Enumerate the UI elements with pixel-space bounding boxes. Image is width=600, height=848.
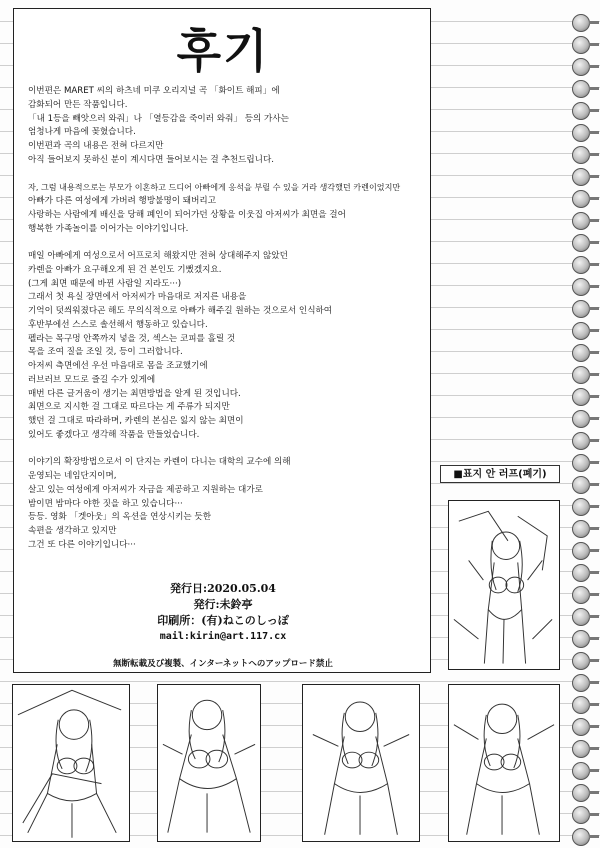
text-line: 행복한 가족놀이를 이어가는 이야기입니다. [28, 223, 189, 234]
binding-ring [572, 740, 590, 758]
binding-ring [572, 784, 590, 802]
binding-ring [572, 278, 590, 296]
binding-ring [572, 190, 590, 208]
binding-ring [572, 630, 590, 648]
text-line: 최면으로 지시한 걸 그대로 따르다는 게 주류가 되지만 [28, 402, 230, 413]
binding-ring [572, 212, 590, 230]
binding-ring [572, 674, 590, 692]
text-line: 감화되어 만든 작품입니다. [28, 99, 128, 110]
text-line: 엄청나게 마음에 꽂혔습니다. [28, 127, 136, 138]
binding-ring [572, 542, 590, 560]
figure-sketch-drawing [449, 685, 559, 841]
printer: 印刷所：(有)ねこのしっぽ [157, 614, 289, 627]
text-line: 이야기의 확장방법으로서 이 단지는 카렌이 다니는 대학의 교수에 의해 [28, 457, 291, 468]
text-line: 사랑하는 사람에게 배신을 당해 폐인이 되어가던 상황을 이웃집 아저씨가 최면을 걸어 [28, 209, 346, 220]
binding-ring [572, 520, 590, 538]
spiral-binding [560, 0, 600, 848]
afterword-panel [13, 8, 431, 673]
rough-sketch-3 [302, 684, 420, 842]
copyright-notice: 無断転載及び複製、インターネットへのアップロード禁止 [113, 659, 333, 669]
paragraph [28, 250, 424, 443]
binding-ring [572, 256, 590, 274]
binding-ring [572, 234, 590, 252]
cover-rough-label: ■표지 안 러프(폐기) [440, 465, 560, 483]
binding-ring [572, 454, 590, 472]
text-line: 아빠가 다른 여성에게 가버려 행방불명이 돼버리고 [28, 196, 216, 206]
binding-ring [572, 718, 590, 736]
binding-ring [572, 322, 590, 340]
text-line: 이번편과 곡의 내용은 전혀 다르지만 [28, 141, 164, 151]
text-line: 자, 그럼 내용적으로는 부모가 이혼하고 드디어 아빠에게 응석을 부릴 수 있을 거라 생각했던 카렌이었지만 [28, 182, 401, 193]
binding-ring [572, 586, 590, 604]
rough-sketch-2 [157, 684, 261, 842]
rough-sketch-4 [448, 684, 560, 842]
binding-ring [572, 432, 590, 450]
binding-ring [572, 168, 590, 186]
publisher: 発行:未鈴亭 [193, 598, 253, 611]
text-line: 살고 있는 여성에게 아저씨가 자금을 제공하고 지원하는 대가로 [28, 484, 263, 495]
colophon [14, 581, 432, 645]
text-line: 이번편은 MARET 씨의 하츠네 미쿠 오리지널 곡 「화이트 해피」에 [28, 86, 280, 96]
text-line: 펠라는 목구멍 안쪽까지 넣을 것, 섹스는 코피를 흘릴 것 [28, 333, 236, 344]
figure-sketch-drawing [158, 685, 260, 841]
text-line: 그건 또 다른 이야기입니다··· [28, 539, 136, 550]
contact-mail: mail:kirin@art.117.cx [159, 631, 287, 642]
text-line: (그게 최면 때문에 바뀐 사람일 지라도···) [28, 278, 182, 289]
binding-ring [572, 14, 590, 32]
text-line: 목을 조여 질을 조일 것, 등이 그러합니다. [28, 347, 183, 358]
binding-ring [572, 80, 590, 98]
text-line: 기억이 덧씌워졌다곤 해도 무의식적으로 아빠가 해주길 원하는 것으로서 인식하여 [28, 306, 333, 316]
text-line: 밤이면 밤마다 야한 짓을 하고 있습니다··· [28, 498, 183, 509]
binding-ring [572, 300, 590, 318]
binding-ring [572, 828, 590, 846]
afterword-body [28, 85, 424, 566]
text-line: 운영되는 네임단지이며, [28, 471, 117, 481]
figure-sketch-drawing [449, 501, 559, 669]
binding-ring [572, 806, 590, 824]
binding-ring [572, 410, 590, 428]
cover-rough-sketch [448, 500, 560, 670]
text-line: 후반부에선 스스로 솔선해서 행동하고 있습니다. [28, 319, 208, 330]
binding-ring [572, 146, 590, 164]
binding-ring [572, 762, 590, 780]
text-line: 러브러브 모드로 즐길 수가 있게에 [28, 374, 156, 385]
binding-ring [572, 476, 590, 494]
binding-ring [572, 498, 590, 516]
text-line: 그래서 첫 욕실 장면에서 아저씨가 마음대로 저지른 내용을 [28, 292, 247, 303]
binding-ring [572, 36, 590, 54]
binding-ring [572, 564, 590, 582]
text-line: 했던 걸 그대로 따라하며, 카렌의 본심은 잃지 않는 최면이 [28, 416, 244, 426]
figure-sketch-drawing [303, 685, 419, 841]
text-line: 매일 아빠에게 여성으로서 어프로치 해왔지만 전혀 상대해주지 않았던 [28, 251, 288, 261]
binding-ring [572, 696, 590, 714]
binding-ring [572, 652, 590, 670]
text-line: 매번 다른 글거움이 생기는 최면방법을 알게 된 것입니다. [28, 388, 241, 399]
text-line: 등등. 영화 「겟아웃」의 옥션을 연상시키는 듯한 [28, 512, 212, 523]
figure-sketch-drawing [13, 685, 129, 841]
binding-ring [572, 102, 590, 120]
text-line: 카렌을 아빠가 요구해오게 된 건 본인도 기뻤겠지요. [28, 264, 222, 275]
paragraph [28, 85, 424, 168]
paragraph [28, 181, 424, 236]
paragraph [28, 456, 424, 552]
binding-ring [572, 124, 590, 142]
issue-date: 発行日:2020.05.04 [170, 582, 276, 595]
text-line: 아직 들어보지 못하신 분이 계시다면 들어보시는 걸 추천드립니다. [28, 154, 274, 165]
text-line: 「내 1등을 빼앗으러 와줘」나 「열등감을 죽이러 와줘」 등의 가사는 [28, 113, 289, 124]
binding-ring [572, 608, 590, 626]
binding-ring [572, 388, 590, 406]
text-line: 속편을 생각하고 있지만 [28, 526, 117, 536]
binding-ring [572, 344, 590, 362]
binding-ring [572, 366, 590, 384]
text-line: 있어도 좋겠다고 생각해 작품을 만들었습니다. [28, 429, 200, 440]
page-title: 후기 [176, 24, 270, 78]
rough-sketch-1 [12, 684, 130, 842]
binding-ring [572, 58, 590, 76]
text-line: 아저씨 측면에선 우선 마음대로 몸을 조교했기에 [28, 361, 208, 371]
